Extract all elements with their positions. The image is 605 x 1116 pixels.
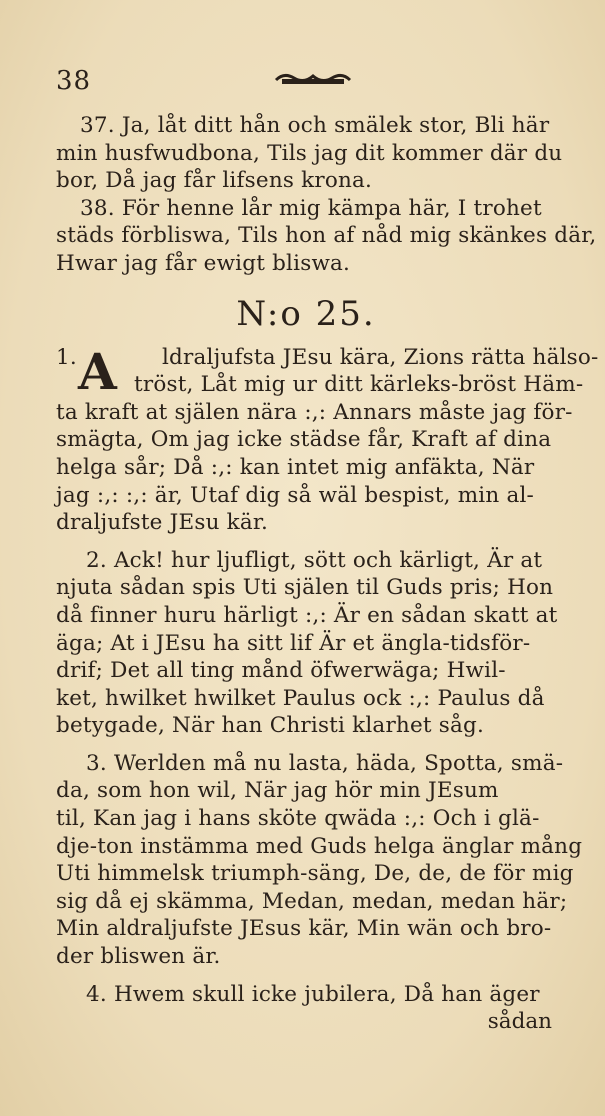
text-line: betygade, När han Christi klarhet såg.: [56, 713, 485, 739]
text-line: Uti himmelsk triumph-säng, De, de, de för mig: [56, 861, 574, 887]
text-line: städs förbliswa, Tils hon af nåd mig skänkes där,: [56, 223, 597, 249]
text-line: 37. Ja, låt ditt hån och smälek stor, Bli här: [80, 113, 550, 138]
text-line: Hwar jag får ewigt bliswa.: [56, 250, 351, 276]
text-line: drif; Det all ting månd öfwerwäga; Hwil-: [56, 658, 506, 684]
text-line: 2. Ack! hur ljufligt, sött och kärligt, Är at: [86, 547, 543, 573]
text-line: ket, hwilket hwilket Paulus ock :,: Paulus då: [56, 685, 545, 711]
catchword: sådan: [487, 1009, 552, 1035]
text-line: smägta, Om jag icke städse får, Kraft af dina: [56, 427, 552, 453]
text-line: til, Kan jag i hans sköte qwäda :,: Och i glä-: [56, 806, 540, 832]
text-line: Min aldraljufste JEsus kär, Min wän och bro-: [56, 916, 552, 942]
page-text: [56, 112, 599, 1036]
page-number: 38: [56, 66, 92, 96]
text-line: helga sår; Då :,: kan intet mig anfäkta, När: [56, 454, 535, 480]
drop-cap: A: [78, 341, 117, 401]
text-line: da, som hon wil, När jag hör min JEsum: [56, 778, 499, 804]
verse-38: [56, 195, 597, 278]
text-line: ta kraft at själen nära :,: Annars måste jag för-: [56, 399, 573, 425]
text-line: tröst, Låt mig ur ditt kärleks-bröst Häm-: [134, 372, 584, 398]
verse-37: [56, 112, 563, 195]
text-line: 4. Hwem skull icke jubilera, Då han äger: [86, 981, 540, 1007]
text-line: sig då ej skämma, Medan, medan, medan här;: [56, 888, 568, 914]
text-line: då finner huru härligt :,: Är en sådan skatt at: [56, 602, 558, 628]
stanza-2: [56, 547, 556, 740]
text-line: min husfwudbona, Tils jag dit kommer där du: [56, 140, 563, 166]
text-line: jag :,: :,: är, Utaf dig så wäl bespist, min al-: [56, 482, 535, 508]
text-line: 38. För henne lår mig kämpa här, I trohet: [80, 195, 542, 221]
page-header: [56, 62, 566, 102]
stanza-1: [56, 341, 599, 537]
text-line: 3. Werlden må nu lasta, häda, Spotta, smä-: [86, 750, 564, 776]
text-line: bor, Då jag får lifsens krona.: [56, 168, 373, 194]
ornament-icon: [274, 70, 352, 88]
stanza-4: [56, 981, 556, 1009]
stanza-3: [56, 750, 583, 971]
stanza-number: 1.: [56, 344, 77, 370]
text-line: draljufste JEsu kär.: [56, 510, 269, 536]
text-line: äga; At i JEsu ha sitt lif Är et ängla-tidsför-: [56, 630, 531, 656]
text-line: ldraljufsta JEsu kära, Zions rätta hälso-: [161, 344, 599, 370]
text-line: der bliswen är.: [56, 944, 221, 970]
text-line: dje-ton instämma med Guds helga änglar mång: [56, 833, 583, 859]
hymn-heading: N:o 25.: [236, 293, 376, 334]
text-line: njuta sådan spis Uti själen til Guds pris; Hon: [56, 575, 554, 601]
